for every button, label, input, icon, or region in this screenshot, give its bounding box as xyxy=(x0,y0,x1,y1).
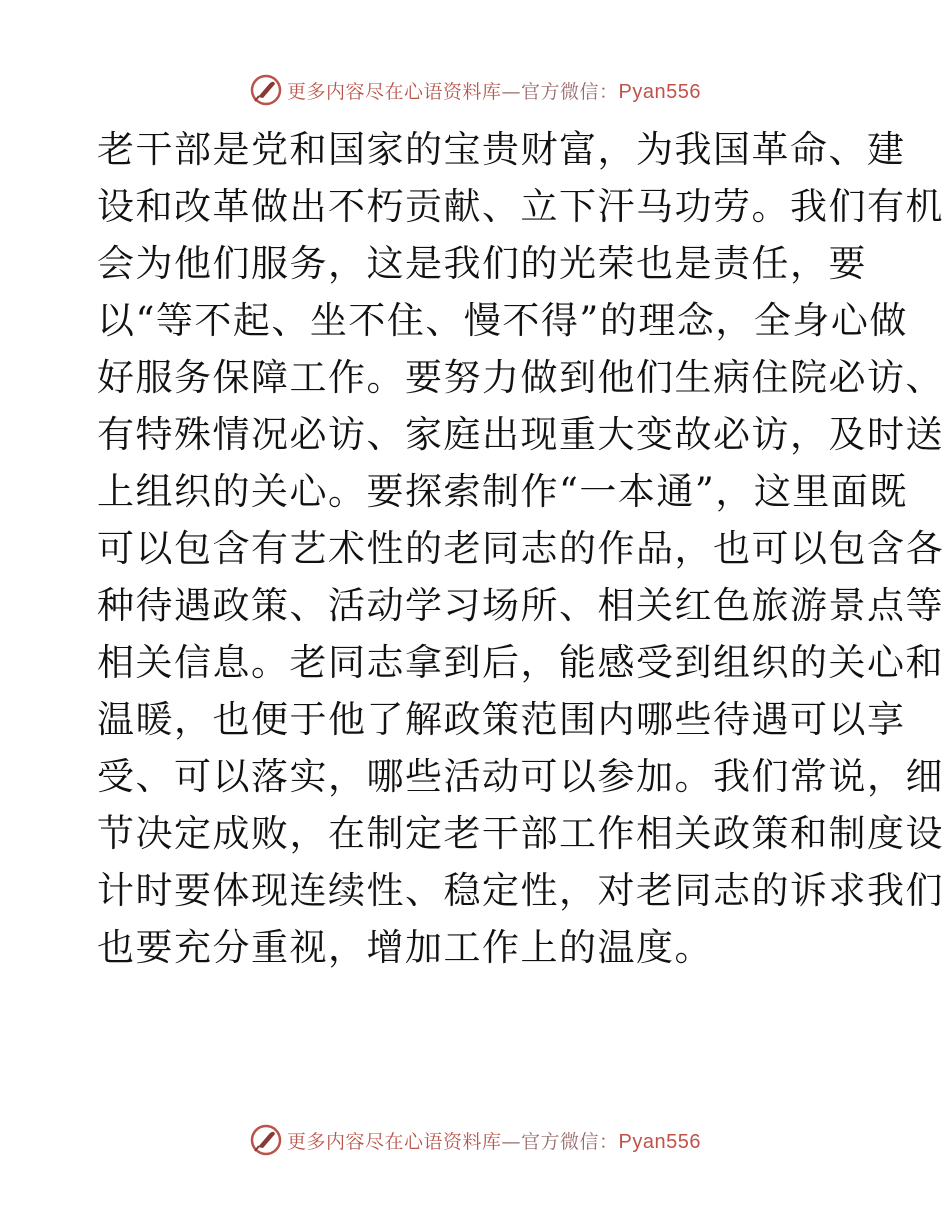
watermark-sub: —官方微信： xyxy=(501,1130,619,1153)
body-line: 以“等不起、坐不住、慢不得”的理念，全身心做 xyxy=(97,299,908,342)
body-line: 温暖，也便于他了解政策范围内哪些待遇可以享 xyxy=(97,698,906,741)
body-line: 上组织的关心。要探索制作“一本通”，这里面既 xyxy=(97,470,908,513)
body-line: 好服务保障工作。要努力做到他们生病住院必访、 xyxy=(97,356,944,399)
watermark-text xyxy=(287,77,701,104)
watermark-id: Pyan556 xyxy=(618,1130,701,1153)
document-body xyxy=(97,121,944,976)
body-line: 节决定成败，在制定老干部工作相关政策和制度设 xyxy=(97,812,944,855)
body-line: 计时要体现连续性、稳定性，对老同志的诉求我们 xyxy=(97,869,944,912)
watermark-text xyxy=(287,1127,701,1154)
footer-watermark xyxy=(0,1122,950,1158)
body-line: 相关信息。老同志拿到后，能感受到组织的关心和 xyxy=(97,641,944,684)
quill-circle-logo-icon xyxy=(249,1123,283,1157)
body-line: 有特殊情况必访、家庭出现重大变故必访，及时送 xyxy=(97,413,944,456)
watermark-main: 更多内容尽在心语资料库 xyxy=(287,80,502,103)
body-line: 种待遇政策、活动学习场所、相关红色旅游景点等 xyxy=(97,584,944,627)
watermark-sub: —官方微信： xyxy=(501,80,619,103)
quill-circle-logo-icon xyxy=(249,73,283,107)
body-line: 会为他们服务，这是我们的光荣也是责任，要 xyxy=(97,242,867,285)
body-line: 可以包含有艺术性的老同志的作品，也可以包含各 xyxy=(97,527,944,570)
watermark-id: Pyan556 xyxy=(618,80,701,103)
body-line: 受、可以落实，哪些活动可以参加。我们常说，细 xyxy=(97,755,944,798)
header-watermark xyxy=(0,72,950,108)
watermark-main: 更多内容尽在心语资料库 xyxy=(287,1130,502,1153)
body-line: 老干部是党和国家的宝贵财富，为我国革命、建 xyxy=(97,128,906,171)
body-line: 也要充分重视，增加工作上的温度。 xyxy=(97,926,713,969)
body-line: 设和改革做出不朽贡献、立下汗马功劳。我们有机 xyxy=(97,185,944,228)
